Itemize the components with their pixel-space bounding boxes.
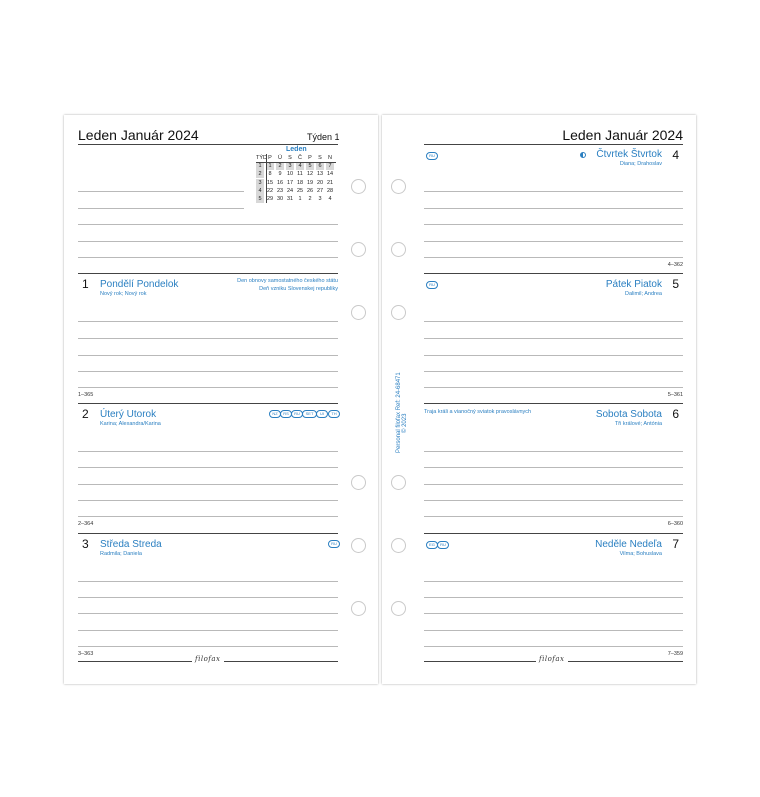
mini-calendar-day: 20: [316, 179, 324, 186]
punch-hole: [391, 601, 406, 616]
day-count: 1–365: [78, 392, 94, 398]
note-line: [424, 630, 683, 631]
holiday-text: [237, 278, 338, 293]
name-days: Radmila; Daniela: [100, 551, 142, 557]
mini-calendar-week-number: 1: [256, 162, 264, 170]
day-divider: [78, 273, 338, 274]
holiday-badge: RS: [280, 410, 292, 418]
note-line: [424, 613, 683, 614]
mini-calendar-day: 1: [266, 162, 274, 170]
page-title: Leden Január 2024: [562, 127, 683, 143]
holiday-badge: UI: [316, 410, 328, 418]
note-line: [424, 321, 683, 322]
note-line: [78, 516, 338, 517]
mini-calendar-day: 6: [316, 162, 324, 170]
mini-calendar-week-number: 3: [256, 179, 264, 187]
mini-calendar-day: 4: [296, 162, 304, 170]
day-count: 6–360: [667, 521, 683, 527]
punch-hole: [351, 179, 366, 194]
mini-calendar-day: 26: [306, 187, 314, 194]
punch-hole: [391, 538, 406, 553]
left-page: [64, 115, 378, 684]
mini-calendar-day: 2: [276, 162, 284, 170]
day-count: 3–363: [78, 651, 94, 657]
mini-calendar-day: 31: [286, 196, 294, 202]
mini-calendar-header-cell: P: [308, 155, 312, 161]
spine-reference-text: [396, 372, 408, 453]
mini-calendar-day: 23: [276, 187, 284, 194]
mini-calendar-day: 25: [296, 187, 304, 194]
note-line: [78, 597, 338, 598]
mini-calendar-day: 1: [298, 196, 302, 202]
mini-calendar-month: Leden: [286, 146, 307, 153]
day-divider: [424, 403, 683, 404]
day-number: 5: [672, 277, 679, 291]
mini-calendar: [256, 145, 338, 209]
note-line: [78, 484, 338, 485]
note-line: [424, 581, 683, 582]
spine-copyright: © 2023: [402, 413, 408, 433]
mini-calendar-day: 5: [306, 162, 314, 170]
mini-calendar-day: 13: [316, 171, 324, 178]
holiday-badge: RU: [328, 540, 340, 548]
mini-calendar-header-rule: [256, 162, 336, 163]
mini-calendar-day: 29: [266, 196, 274, 202]
note-line: [424, 467, 683, 468]
holiday-badge: NZ: [269, 410, 281, 418]
half-moon-icon: [580, 152, 586, 158]
mini-calendar-day: 28: [326, 187, 334, 194]
day-name: Úterý Utorok: [100, 409, 157, 420]
note-line: [78, 208, 244, 209]
mini-calendar-header-cell: TÝD: [256, 155, 267, 161]
mini-calendar-day: 27: [316, 187, 324, 194]
spine-reference: Personal filofax Ref: 24-68471: [396, 372, 402, 453]
note-line: [424, 484, 683, 485]
punch-hole: [351, 538, 366, 553]
name-days: Vilma; Bohuslava: [619, 551, 662, 557]
mini-calendar-header-cell: S: [288, 155, 292, 161]
mini-calendar-week-number: 5: [256, 195, 264, 203]
mini-calendar-header-cell: N: [328, 155, 332, 161]
note-line: [78, 338, 338, 339]
holiday-badge: RU: [437, 541, 449, 549]
note-line: [78, 355, 338, 356]
mini-calendar-week-number: 2: [256, 170, 264, 178]
mini-calendar-day: 3: [318, 196, 322, 202]
day-number: 1: [82, 277, 89, 291]
mini-calendar-day: 10: [286, 171, 294, 178]
mini-calendar-day: 3: [286, 162, 294, 170]
note-line: [78, 613, 338, 614]
mini-calendar-day: 19: [306, 179, 314, 186]
note-line: [424, 387, 683, 388]
day-divider: [78, 403, 338, 404]
note-line: [424, 191, 683, 192]
mini-calendar-day: 16: [276, 179, 284, 186]
punch-hole: [391, 305, 406, 320]
holiday-badge: SET: [302, 410, 317, 418]
mini-calendar-day: 4: [328, 196, 332, 202]
note-line: [78, 224, 338, 225]
mini-calendar-day: 2: [308, 196, 312, 202]
note-line: [78, 241, 338, 242]
holiday-sk: Deň vzniku Slovenskej republiky: [259, 285, 338, 292]
day-name: Čtvrtek Štvrtok: [596, 149, 662, 160]
page-title: Leden Január 2024: [78, 127, 199, 143]
note-line: [424, 224, 683, 225]
holiday-badge: RU: [291, 410, 303, 418]
punch-hole: [391, 475, 406, 490]
mini-calendar-day: 11: [297, 171, 303, 178]
day-name: Pátek Piatok: [605, 279, 662, 290]
note-line: [78, 371, 338, 372]
note-line: [424, 208, 683, 209]
note-line: [424, 500, 683, 501]
mini-calendar-day: 30: [276, 196, 284, 202]
day-number: 7: [672, 537, 679, 551]
mini-calendar-day: 24: [286, 187, 294, 194]
day-number: 3: [82, 537, 89, 551]
punch-hole: [391, 242, 406, 257]
day-number: 2: [82, 407, 89, 421]
day-divider: [424, 273, 683, 274]
day-name: Středa Streda: [100, 539, 162, 550]
note-line: [78, 451, 338, 452]
mini-calendar-header-cell: P: [268, 155, 272, 161]
mini-calendar-header-cell: S: [318, 155, 322, 161]
name-days: Diana; Drahoslav: [619, 161, 662, 167]
day-count: 2–364: [78, 521, 94, 527]
note-line: [78, 500, 338, 501]
punch-hole: [351, 305, 366, 320]
mini-calendar-day: 12: [306, 171, 314, 178]
filofax-logo: filofax: [536, 655, 568, 663]
mini-calendar-day: 7: [326, 162, 334, 170]
mini-calendar-header-cell: Ú: [278, 155, 282, 161]
note-line: [424, 241, 683, 242]
mini-calendar-day: 9: [278, 171, 282, 178]
mini-calendar-week-rule: [266, 154, 267, 203]
note-line: [78, 581, 338, 582]
note-line: [78, 191, 244, 192]
day-name: Sobota Sobota: [595, 409, 662, 420]
week-label: Týden 1: [307, 132, 340, 142]
mini-calendar-day: 18: [296, 179, 304, 186]
day-number: 4: [672, 148, 679, 162]
note-line: [78, 257, 338, 258]
note-line: [78, 467, 338, 468]
holiday-badge: TH: [328, 410, 340, 418]
note-line: [78, 387, 338, 388]
holiday-badge: RU: [426, 152, 438, 160]
note-line: [78, 646, 338, 647]
day-count: 4–362: [667, 262, 683, 268]
note-line: [78, 630, 338, 631]
holiday-cz: Den obnovy samostatného českého státu: [237, 278, 338, 284]
note-line: [424, 646, 683, 647]
note-line: [424, 371, 683, 372]
holiday-text: Traja králi a vianočný sviatok pravoslávnych: [424, 409, 532, 415]
day-name: Pondělí Pondelok: [100, 279, 179, 290]
note-line: [424, 355, 683, 356]
note-line: [424, 451, 683, 452]
day-divider: [424, 533, 683, 534]
note-line: [424, 516, 683, 517]
name-days: Dalimil; Andrea: [625, 291, 662, 297]
note-line: [424, 338, 683, 339]
note-line: [424, 597, 683, 598]
header-rule: [424, 144, 683, 145]
mini-calendar-day: 22: [266, 187, 274, 194]
name-days: Nový rok; Nový rok: [100, 291, 147, 297]
mini-calendar-header-cell: Č: [298, 155, 302, 161]
note-line: [78, 321, 338, 322]
punch-hole: [391, 179, 406, 194]
note-line: [424, 257, 683, 258]
mini-calendar-day: 17: [286, 179, 294, 186]
day-count: 5–361: [667, 392, 683, 398]
holiday-badge: EG: [426, 541, 438, 549]
mini-calendar-week-number: 4: [256, 187, 264, 195]
mini-calendar-day: 14: [326, 171, 334, 178]
name-days: Karina; Alexandra/Karina: [100, 421, 161, 427]
punch-hole: [351, 601, 366, 616]
day-divider: [78, 533, 338, 534]
punch-hole: [351, 475, 366, 490]
mini-calendar-day: 8: [268, 171, 272, 178]
right-page: [382, 115, 696, 684]
name-days: Tři králové; Antónia: [614, 421, 662, 427]
day-number: 6: [672, 407, 679, 421]
mini-calendar-day: 15: [266, 179, 274, 186]
filofax-logo: filofax: [192, 655, 224, 663]
punch-hole: [351, 242, 366, 257]
day-count: 7–359: [667, 651, 683, 657]
holiday-badge: RU: [426, 281, 438, 289]
day-name: Neděle Nedeľa: [595, 539, 662, 550]
mini-calendar-day: 21: [326, 179, 334, 186]
